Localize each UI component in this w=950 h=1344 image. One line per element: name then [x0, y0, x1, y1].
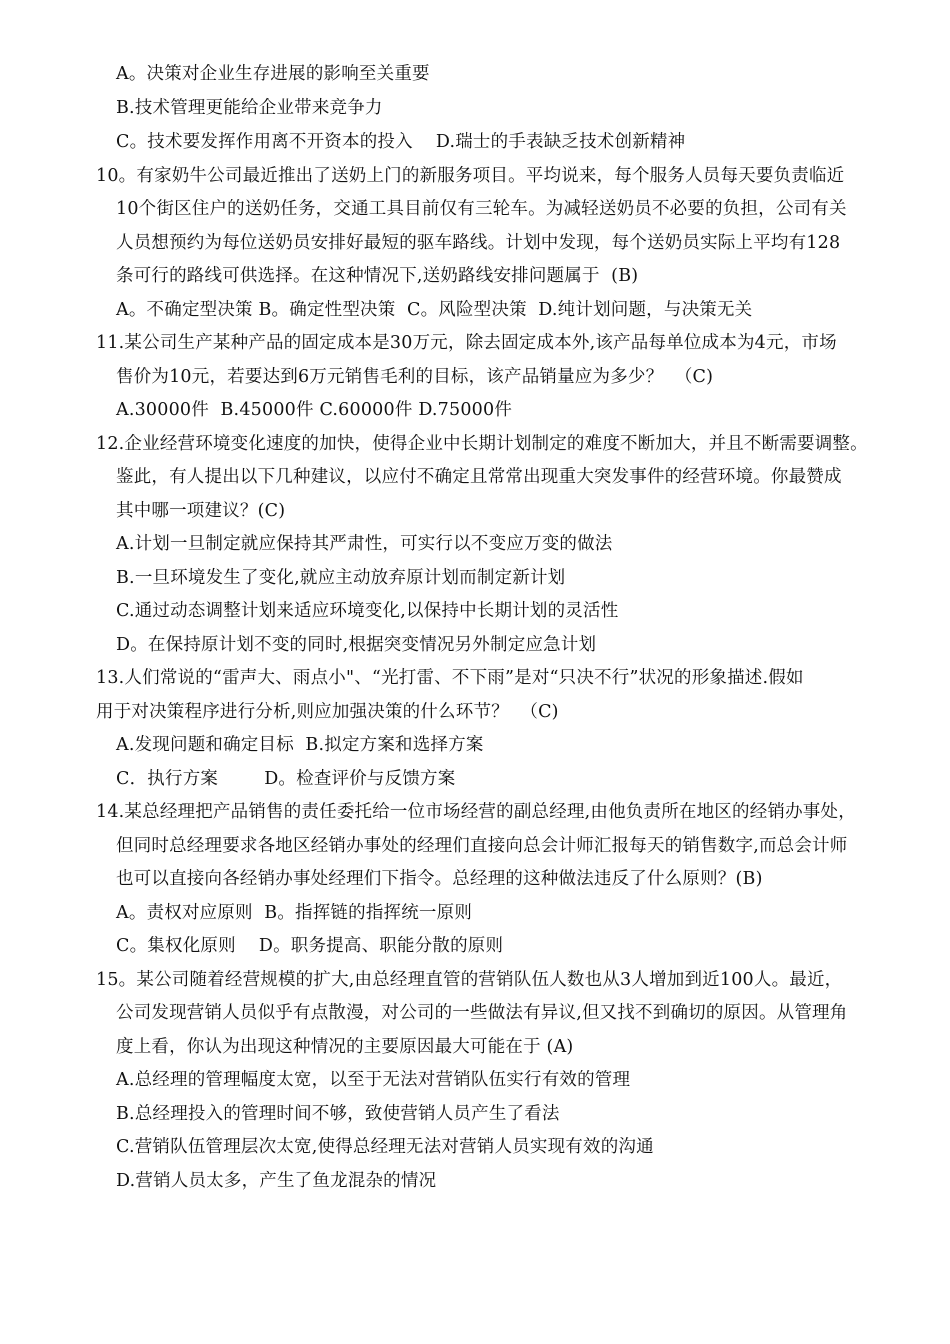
- q15-stem-line-3: 度上看，你认为出现这种情况的主要原因最大可能在于 (A): [116, 1037, 574, 1057]
- q15-option-c: C.营销队伍管理层次太宽,使得总经理无法对营销人员实现有效的沟通: [116, 1137, 654, 1157]
- q12-option-c: C.通过动态调整计划来适应环境变化,以保持中长期计划的灵活性: [116, 601, 619, 621]
- q10-stem-line-4: 条可行的路线可供选择。在这种情况下,送奶路线安排问题属于 (B): [116, 266, 639, 286]
- q11-stem-line-2: 售价为10元，若要达到6万元销售毛利的目标，该产品销量应为多少？ （C): [116, 367, 714, 387]
- q14-options-a-b: A。责权对应原则 B。指挥链的指挥统一原则: [116, 903, 473, 923]
- q13-options-c-d: C．执行方案 D。检查评价与反馈方案: [116, 769, 456, 789]
- q11-stem-line-1: 11.某公司生产某种产品的固定成本是30万元，除去固定成本外,该产品每单位成本为4元，市场: [96, 333, 837, 353]
- q13-stem-line-2: 用于对决策程序进行分析,则应加强决策的什么环节？ （C): [96, 702, 559, 722]
- q11-options: A.30000件 B.45000件 C.60000件 D.75000件: [116, 400, 513, 420]
- q12-option-b: B.一旦环境发生了变化,就应主动放弃原计划而制定新计划: [116, 568, 566, 588]
- q12-stem-line-1: 12.企业经营环境变化速度的加快，使得企业中长期计划制定的难度不断加大，并且不断需要调整。: [96, 434, 868, 454]
- q13-options-a-b: A.发现问题和确定目标 B.拟定方案和选择方案: [116, 735, 484, 755]
- q9-option-b: B.技术管理更能给企业带来竞争力: [116, 98, 383, 118]
- q10-options: A。不确定型决策 B。确定性型决策 C。风险型决策 D.纯计划问题，与决策无关: [116, 300, 753, 320]
- q14-options-c-d: C。集权化原则 D。职务提高、职能分散的原则: [116, 936, 504, 956]
- q12-option-d: D。在保持原计划不变的同时,根据突变情况另外制定应急计划: [116, 635, 597, 655]
- q12-option-a: A.计划一旦制定就应保持其严肃性，可实行以不变应万变的做法: [116, 534, 613, 554]
- q15-stem-line-1: 15。某公司随着经营规模的扩大,由总经理直管的营销队伍人数也从3人增加到近100人。最近，: [96, 970, 843, 990]
- q9-options-c-d: C。技术要发挥作用离不开资本的投入 D.瑞士的手表缺乏技术创新精神: [116, 132, 686, 152]
- q15-stem-line-2: 公司发现营销人员似乎有点散漫，对公司的一些做法有异议,但又找不到确切的原因。从管理角: [116, 1003, 848, 1023]
- q10-stem-line-3: 人员想预约为每位送奶员安排好最短的驱车路线。计划中发现，每个送奶员实际上平均有128: [116, 233, 841, 253]
- q12-stem-line-3: 其中哪一项建议？(C): [116, 501, 286, 521]
- q15-option-a: A.总经理的管理幅度太宽，以至于无法对营销队伍实行有效的管理: [116, 1070, 631, 1090]
- q14-stem-line-1: 14.某总经理把产品销售的责任委托给一位市场经营的副总经理,由他负责所在地区的经销办事处，: [96, 802, 856, 822]
- q10-stem-line-2: 10个街区住户的送奶任务，交通工具目前仅有三轮车。为减轻送奶员不必要的负担，公司有关: [116, 199, 847, 219]
- q9-option-a: A。决策对企业生存进展的影响至关重要: [116, 64, 430, 84]
- q14-stem-line-3: 也可以直接向各经销办事处经理们下指令。总经理的这种做法违反了什么原则？(B): [116, 869, 763, 889]
- q10-stem-line-1: 10。有家奶牛公司最近推出了送奶上门的新服务项目。平均说来，每个服务人员每天要负责临近: [96, 166, 845, 186]
- q14-stem-line-2: 但同时总经理要求各地区经销办事处的经理们直接向总会计师汇报每天的销售数字,而总会计师: [116, 836, 848, 856]
- q12-stem-line-2: 鉴此，有人提出以下几种建议，以应付不确定且常常出现重大突发事件的经营环境。你最赞成: [116, 467, 842, 487]
- q15-option-d: D.营销人员太多，产生了鱼龙混杂的情况: [116, 1171, 437, 1191]
- q13-stem-line-1: 13.人们常说的“雷声大、雨点小"、“光打雷、不下雨”是对“只决不行”状况的形象描述.假如: [96, 668, 804, 688]
- q15-option-b: B.总经理投入的管理时间不够，致使营销人员产生了看法: [116, 1104, 560, 1124]
